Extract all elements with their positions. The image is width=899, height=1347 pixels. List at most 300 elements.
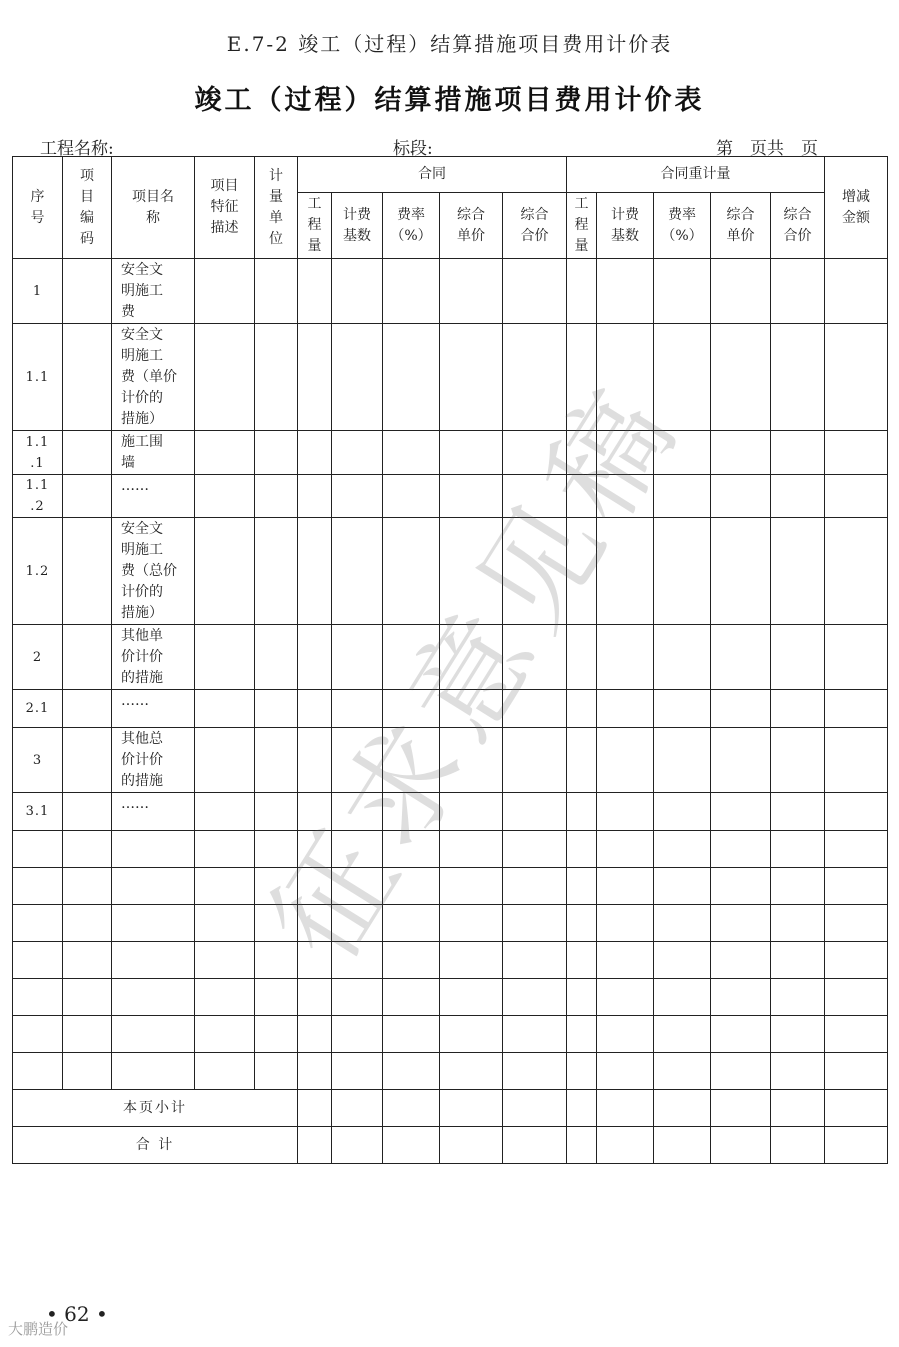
row-cell	[825, 625, 888, 690]
row-cell	[825, 690, 888, 728]
table-row	[13, 259, 888, 324]
row-cell	[440, 793, 503, 831]
row-item-name	[112, 1016, 195, 1053]
row-cell	[597, 690, 654, 728]
row-cell	[597, 905, 654, 942]
row-cell	[195, 431, 255, 475]
row-cell	[567, 793, 597, 831]
row-cell	[255, 728, 298, 793]
row-item-name	[112, 868, 195, 905]
row-cell	[771, 324, 825, 431]
row-item-name: 安全文 明施工 费（总价 计价的 措施）	[112, 518, 195, 625]
header-contract: 合同	[298, 157, 567, 193]
row-cell	[825, 793, 888, 831]
row-cell	[332, 1053, 383, 1090]
row-cell	[383, 1053, 440, 1090]
row-cell	[332, 728, 383, 793]
row-cell	[195, 942, 255, 979]
row-cell	[597, 728, 654, 793]
row-cell	[255, 690, 298, 728]
table-row	[13, 1016, 888, 1053]
row-cell	[654, 259, 711, 324]
row-cell	[298, 1016, 332, 1053]
row-cell	[298, 831, 332, 868]
row-cell	[255, 831, 298, 868]
row-cell	[298, 793, 332, 831]
row-cell	[440, 1053, 503, 1090]
row-item-name	[112, 942, 195, 979]
row-cell	[195, 324, 255, 431]
row-cell	[654, 518, 711, 625]
row-cell	[567, 942, 597, 979]
row-cell	[195, 690, 255, 728]
row-cell	[332, 942, 383, 979]
row-cell	[440, 1016, 503, 1053]
row-cell	[825, 324, 888, 431]
row-cell	[440, 259, 503, 324]
row-cell	[654, 1016, 711, 1053]
row-seq: 1.1 .2	[13, 475, 63, 518]
row-cell	[771, 793, 825, 831]
row-cell	[383, 942, 440, 979]
row-cell	[771, 259, 825, 324]
row-cell	[567, 324, 597, 431]
row-cell	[195, 475, 255, 518]
row-seq	[13, 831, 63, 868]
row-cell	[440, 979, 503, 1016]
row-cell	[63, 728, 112, 793]
row-seq	[13, 1053, 63, 1090]
row-cell	[440, 942, 503, 979]
row-cell	[298, 868, 332, 905]
row-cell	[332, 868, 383, 905]
row-cell	[255, 905, 298, 942]
row-item-name: ……	[112, 475, 195, 518]
header-remeasure: 合同重计量	[567, 157, 825, 193]
row-cell	[825, 1053, 888, 1090]
row-cell	[654, 1053, 711, 1090]
row-seq	[13, 979, 63, 1016]
table-row	[13, 979, 888, 1016]
row-cell	[567, 431, 597, 475]
row-seq: 1	[13, 259, 63, 324]
row-cell	[332, 690, 383, 728]
row-cell	[63, 324, 112, 431]
project-name-label: 工程名称:	[40, 139, 114, 159]
row-cell	[597, 625, 654, 690]
row-cell	[597, 431, 654, 475]
table-row	[13, 942, 888, 979]
row-cell	[332, 831, 383, 868]
row-cell	[195, 905, 255, 942]
row-cell	[597, 518, 654, 625]
row-cell	[825, 979, 888, 1016]
row-cell	[654, 831, 711, 868]
row-cell	[654, 979, 711, 1016]
row-cell	[711, 518, 771, 625]
document-title: 竣工（过程）结算措施项目费用计价表	[194, 85, 705, 116]
row-cell	[195, 728, 255, 793]
row-cell	[567, 905, 597, 942]
row-cell	[63, 625, 112, 690]
row-cell	[63, 793, 112, 831]
row-cell	[771, 942, 825, 979]
row-cell	[597, 979, 654, 1016]
row-cell	[255, 625, 298, 690]
table-row	[13, 868, 888, 905]
row-cell	[654, 905, 711, 942]
row-cell	[503, 431, 567, 475]
remeasure-rate-header: 费率 （%）	[654, 193, 711, 259]
row-cell	[567, 868, 597, 905]
row-cell	[597, 259, 654, 324]
row-cell	[195, 979, 255, 1016]
row-cell	[255, 475, 298, 518]
row-cell	[567, 475, 597, 518]
row-cell	[654, 324, 711, 431]
row-cell	[654, 868, 711, 905]
row-cell	[298, 690, 332, 728]
page-number: • 62 •	[46, 1302, 108, 1326]
row-cell	[63, 518, 112, 625]
row-cell	[503, 868, 567, 905]
remeasure-base-header: 计费 基数	[597, 193, 654, 259]
total-label: 合 计	[13, 1127, 298, 1164]
header-unit: 计 量 单 位	[255, 157, 298, 259]
row-cell	[383, 793, 440, 831]
row-cell	[654, 431, 711, 475]
row-cell	[711, 1016, 771, 1053]
row-cell	[255, 259, 298, 324]
row-cell	[711, 625, 771, 690]
row-cell	[825, 259, 888, 324]
row-cell	[440, 431, 503, 475]
contract-total-price-header: 综合 合价	[503, 193, 567, 259]
row-cell	[503, 979, 567, 1016]
row-cell	[332, 518, 383, 625]
row-cell	[63, 475, 112, 518]
row-cell	[503, 831, 567, 868]
row-cell	[63, 690, 112, 728]
row-cell	[771, 625, 825, 690]
subtotal-row	[13, 1090, 888, 1127]
row-cell	[771, 868, 825, 905]
row-cell	[63, 831, 112, 868]
row-cell	[567, 259, 597, 324]
row-cell	[298, 324, 332, 431]
row-cell	[503, 905, 567, 942]
row-cell	[383, 431, 440, 475]
header-change-amount: 增减 金额	[825, 157, 888, 259]
subtotal-label: 本页小计	[13, 1090, 298, 1127]
row-cell	[195, 831, 255, 868]
contract-quantity-header: 工 程 量	[298, 193, 332, 259]
row-cell	[383, 324, 440, 431]
row-cell	[440, 518, 503, 625]
row-cell	[771, 979, 825, 1016]
row-cell	[711, 431, 771, 475]
row-cell	[63, 431, 112, 475]
row-cell	[771, 728, 825, 793]
row-cell	[597, 324, 654, 431]
row-cell	[298, 518, 332, 625]
contract-rate-header: 费率 （%）	[383, 193, 440, 259]
row-cell	[255, 942, 298, 979]
row-cell	[332, 259, 383, 324]
row-item-name	[112, 1053, 195, 1090]
header-seq: 序 号	[13, 157, 63, 259]
row-cell	[440, 868, 503, 905]
remeasure-quantity-header: 工 程 量	[567, 193, 597, 259]
row-seq	[13, 905, 63, 942]
row-cell	[825, 905, 888, 942]
row-cell	[63, 979, 112, 1016]
row-cell	[298, 475, 332, 518]
header-name: 项目名 称	[112, 157, 195, 259]
row-cell	[63, 868, 112, 905]
header-feature: 项目 特征 描述	[195, 157, 255, 259]
row-cell	[825, 475, 888, 518]
row-cell	[567, 625, 597, 690]
row-cell	[383, 518, 440, 625]
row-cell	[711, 475, 771, 518]
row-cell	[771, 831, 825, 868]
row-cell	[503, 259, 567, 324]
row-cell	[332, 625, 383, 690]
contract-base-header: 计费 基数	[332, 193, 383, 259]
row-cell	[332, 431, 383, 475]
row-cell	[654, 625, 711, 690]
row-cell	[195, 259, 255, 324]
row-seq: 1.1	[13, 324, 63, 431]
row-item-name: 其他总 价计价 的措施	[112, 728, 195, 793]
row-cell	[63, 905, 112, 942]
row-seq	[13, 868, 63, 905]
row-cell	[383, 690, 440, 728]
row-cell	[597, 793, 654, 831]
remeasure-total-price-header: 综合 合价	[771, 193, 825, 259]
row-cell	[711, 868, 771, 905]
row-cell	[825, 728, 888, 793]
row-seq: 3	[13, 728, 63, 793]
measure-fee-table	[12, 156, 888, 1164]
row-cell	[654, 793, 711, 831]
row-item-name: 安全文 明施工 费	[112, 259, 195, 324]
total-row	[13, 1127, 888, 1164]
row-cell	[771, 1016, 825, 1053]
row-cell	[195, 518, 255, 625]
row-item-name: ……	[112, 690, 195, 728]
row-cell	[63, 259, 112, 324]
row-cell	[711, 793, 771, 831]
row-cell	[255, 518, 298, 625]
row-cell	[440, 905, 503, 942]
row-cell	[63, 1016, 112, 1053]
row-cell	[503, 324, 567, 431]
row-cell	[503, 728, 567, 793]
row-cell	[195, 793, 255, 831]
row-seq	[13, 942, 63, 979]
row-cell	[771, 690, 825, 728]
row-cell	[440, 728, 503, 793]
row-cell	[825, 942, 888, 979]
row-cell	[597, 1016, 654, 1053]
row-cell	[440, 831, 503, 868]
row-cell	[195, 1053, 255, 1090]
row-cell	[711, 979, 771, 1016]
row-item-name: 其他单 价计价 的措施	[112, 625, 195, 690]
row-cell	[711, 259, 771, 324]
row-cell	[711, 1053, 771, 1090]
section-label: 标段:	[393, 139, 433, 159]
row-seq: 1.1 .1	[13, 431, 63, 475]
row-cell	[825, 431, 888, 475]
row-cell	[383, 868, 440, 905]
row-cell	[383, 1016, 440, 1053]
row-cell	[440, 690, 503, 728]
page-count-label: 第 页共 页	[716, 139, 818, 159]
table-row	[13, 690, 888, 728]
row-cell	[597, 868, 654, 905]
row-cell	[825, 868, 888, 905]
row-cell	[711, 324, 771, 431]
table-row	[13, 518, 888, 625]
row-cell	[255, 979, 298, 1016]
row-cell	[567, 1016, 597, 1053]
row-cell	[503, 518, 567, 625]
row-cell	[298, 728, 332, 793]
row-cell	[195, 625, 255, 690]
source-logo: 大鹏造价	[8, 1320, 69, 1338]
table-row	[13, 431, 888, 475]
row-item-name: ……	[112, 793, 195, 831]
row-cell	[383, 831, 440, 868]
row-cell	[567, 831, 597, 868]
row-cell	[298, 979, 332, 1016]
row-cell	[298, 431, 332, 475]
row-cell	[383, 979, 440, 1016]
row-cell	[255, 1053, 298, 1090]
row-cell	[383, 625, 440, 690]
row-item-name	[112, 905, 195, 942]
row-cell	[503, 1016, 567, 1053]
row-cell	[298, 1053, 332, 1090]
document-header: E.7-2 竣工（过程）结算措施项目费用计价表	[226, 32, 673, 56]
row-cell	[298, 942, 332, 979]
row-cell	[298, 259, 332, 324]
table-row	[13, 793, 888, 831]
row-cell	[63, 1053, 112, 1090]
table-row	[13, 728, 888, 793]
row-cell	[195, 1016, 255, 1053]
row-cell	[332, 979, 383, 1016]
row-cell	[63, 942, 112, 979]
row-cell	[255, 868, 298, 905]
row-cell	[298, 905, 332, 942]
row-cell	[654, 942, 711, 979]
row-cell	[383, 259, 440, 324]
row-cell	[654, 728, 711, 793]
header-code: 项 目 编 码	[63, 157, 112, 259]
row-cell	[711, 831, 771, 868]
row-cell	[711, 728, 771, 793]
row-cell	[567, 979, 597, 1016]
row-cell	[383, 728, 440, 793]
table-row	[13, 905, 888, 942]
row-cell	[503, 625, 567, 690]
row-cell	[383, 905, 440, 942]
row-cell	[711, 690, 771, 728]
row-cell	[195, 868, 255, 905]
row-cell	[597, 942, 654, 979]
row-cell	[255, 431, 298, 475]
row-cell	[825, 518, 888, 625]
row-item-name: 安全文 明施工 费（单价 计价的 措施）	[112, 324, 195, 431]
row-cell	[440, 625, 503, 690]
row-cell	[503, 1053, 567, 1090]
table-row	[13, 475, 888, 518]
row-cell	[383, 475, 440, 518]
row-cell	[597, 1053, 654, 1090]
table-row	[13, 625, 888, 690]
row-cell	[597, 475, 654, 518]
row-seq	[13, 1016, 63, 1053]
row-cell	[771, 475, 825, 518]
row-cell	[771, 518, 825, 625]
row-cell	[255, 1016, 298, 1053]
table-row	[13, 324, 888, 431]
row-cell	[567, 518, 597, 625]
row-cell	[255, 324, 298, 431]
row-item-name	[112, 831, 195, 868]
row-cell	[771, 905, 825, 942]
row-seq: 3.1	[13, 793, 63, 831]
row-cell	[503, 793, 567, 831]
row-cell	[654, 475, 711, 518]
row-cell	[332, 1016, 383, 1053]
row-seq: 2	[13, 625, 63, 690]
row-cell	[503, 942, 567, 979]
draft-watermark: 征求意见稿	[244, 359, 706, 984]
row-cell	[440, 324, 503, 431]
row-cell	[567, 728, 597, 793]
table-row	[13, 1053, 888, 1090]
row-cell	[255, 793, 298, 831]
row-seq: 1.2	[13, 518, 63, 625]
row-cell	[771, 1053, 825, 1090]
row-item-name: 施工围 墙	[112, 431, 195, 475]
table-row	[13, 831, 888, 868]
row-cell	[825, 831, 888, 868]
row-cell	[332, 905, 383, 942]
row-cell	[332, 324, 383, 431]
row-cell	[567, 1053, 597, 1090]
row-cell	[597, 831, 654, 868]
row-cell	[332, 793, 383, 831]
row-cell	[503, 690, 567, 728]
row-cell	[771, 431, 825, 475]
row-cell	[567, 690, 597, 728]
row-cell	[825, 1016, 888, 1053]
row-cell	[503, 475, 567, 518]
row-seq: 2.1	[13, 690, 63, 728]
row-item-name	[112, 979, 195, 1016]
row-cell	[440, 475, 503, 518]
row-cell	[298, 625, 332, 690]
row-cell	[654, 690, 711, 728]
row-cell	[711, 942, 771, 979]
row-cell	[332, 475, 383, 518]
